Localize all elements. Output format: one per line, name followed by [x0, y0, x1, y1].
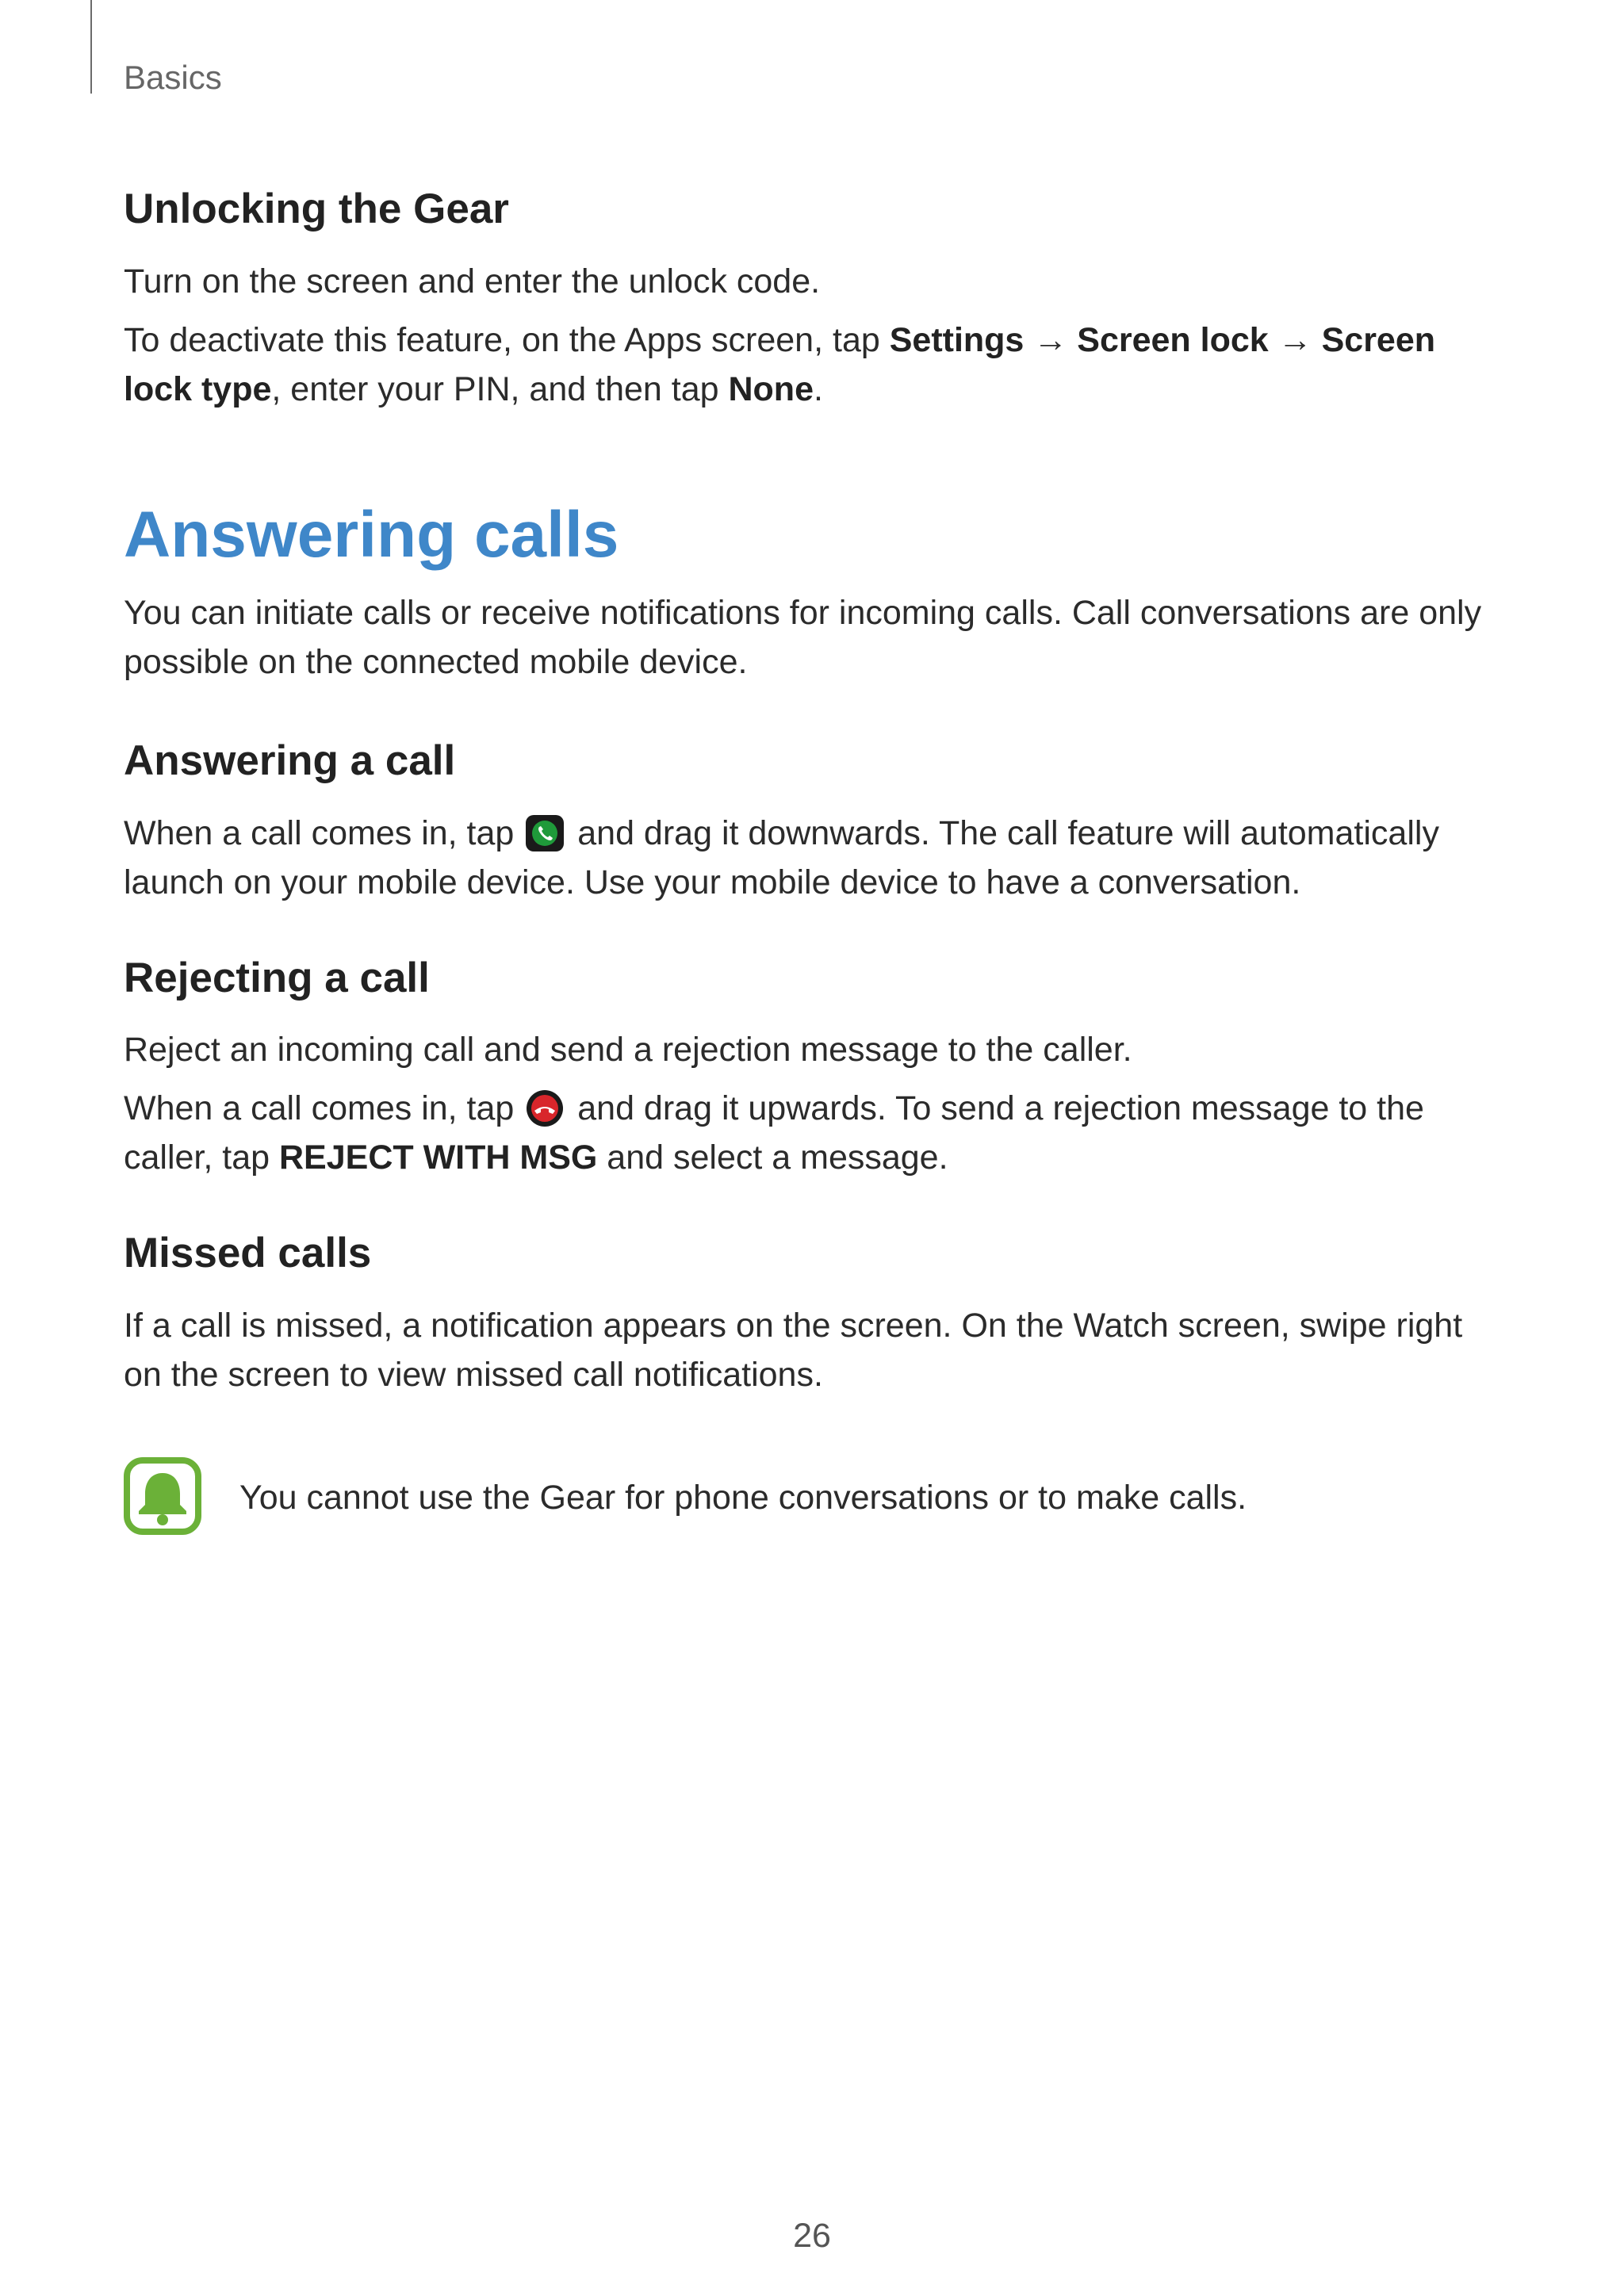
rejecting-a-call-paragraph-1: Reject an incoming call and send a rejection message to the caller.	[124, 1031, 1132, 1070]
rejecting-a-call-paragraph-2: When a call comes in, tap and drag it upwards. To send a rejection message to the caller, tap REJECT WITH MSG and select a message.	[124, 1089, 1424, 1177]
answering-calls-heading: Answering calls	[124, 498, 619, 571]
header-divider	[90, 0, 92, 94]
answering-a-call-heading: Answering a call	[124, 737, 456, 784]
rejecting-a-call-heading: Rejecting a call	[124, 954, 430, 1001]
reject-with-msg-term: REJECT WITH MSG	[279, 1138, 598, 1177]
answering-calls-intro: You can initiate calls or receive notifications for incoming calls. Call conversations are only possible on the connected mobile device.	[124, 593, 1482, 681]
arrow-1: →	[1024, 320, 1078, 359]
reject-call-icon	[525, 1089, 565, 1127]
page-content	[124, 184, 1488, 1399]
none-term: None	[728, 369, 814, 408]
unlocking-paragraph-2: To deactivate this feature, on the Apps screen, tap Settings → Screen lock → Screen lock type, enter your PIN, and then tap None.	[124, 320, 1436, 408]
section-label: Basics	[124, 59, 222, 96]
note-text: You cannot use the Gear for phone conversations or to make calls.	[239, 1479, 1247, 1517]
answer-call-icon	[525, 814, 565, 852]
missed-calls-heading: Missed calls	[124, 1230, 372, 1277]
missed-calls-paragraph: If a call is missed, a notification appears on the screen. On the Watch screen, swipe right on the screen to view missed call notifications.	[124, 1306, 1463, 1394]
unlocking-paragraph-1: Turn on the screen and enter the unlock code.	[124, 262, 821, 300]
settings-term: Settings	[889, 320, 1025, 359]
page-number: 26	[793, 2217, 831, 2255]
note-box	[124, 1457, 1488, 1536]
note-bell-icon	[124, 1457, 201, 1535]
screen-lock-term: Screen lock	[1077, 320, 1269, 359]
arrow-2: →	[1268, 320, 1322, 359]
answering-a-call-paragraph: When a call comes in, tap and drag it downwards. The call feature will automatically launch on your mobile device. Use your mobile device to have a conversation.	[124, 813, 1439, 901]
unlocking-heading: Unlocking the Gear	[124, 186, 509, 232]
screen-lock-type-term: Screen lock type	[124, 320, 1436, 408]
